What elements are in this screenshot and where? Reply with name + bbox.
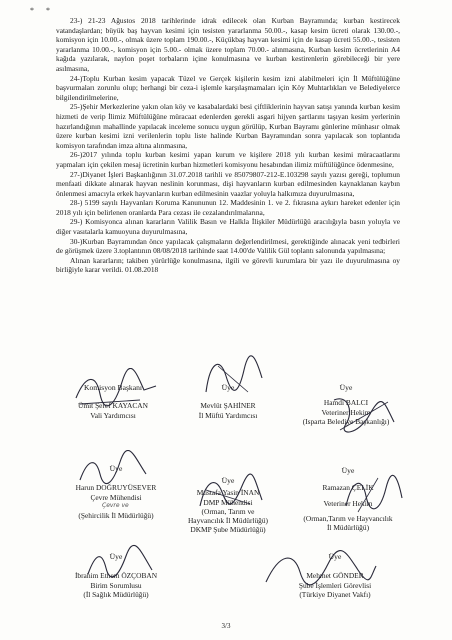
- signature-dmp: [172, 476, 284, 535]
- signatory-org: (Şehircilik İl Müdürlüğü): [78, 510, 154, 520]
- signatory-title: Şube İşlemleri Görevlisi: [298, 580, 372, 590]
- signatory-name: Ümit Şeref KAYACAN: [78, 401, 148, 411]
- signature-role: Üye: [221, 383, 235, 392]
- signatory-name: Hamdi BALCI: [323, 398, 369, 408]
- signatory-org: (Isparta Belediye Başkanlığı): [302, 416, 390, 426]
- signatory-name: Ramazan ÇELİK: [322, 483, 374, 493]
- signatory-name: İbrahim Ethem ÖZÇOBAN: [74, 571, 158, 581]
- signatory-title: Birim Sorumlusu: [90, 580, 142, 590]
- page-number: 3/3: [221, 622, 231, 630]
- signatory-title: Veteriner Hekim: [321, 407, 371, 417]
- margin-mark: *: [46, 6, 50, 15]
- signature-environment: [58, 464, 174, 520]
- margin-mark: *: [30, 6, 34, 15]
- signatory-title: DMP Mühendisi: [203, 497, 253, 507]
- signatory-org: Hayvancılık İl Müdürlüğü): [187, 516, 269, 526]
- signature-role: Üye: [328, 552, 342, 561]
- signature-role: Üye: [341, 466, 355, 475]
- item-23: 23-) 21-23 Ağustos 2018 tarihlerinde idrak edilecek olan Kurban Bayramında; kurban kestirecek vatandaşlardan; büyük baş hayvan kesimi için tesisten yararlanma 50.00.-, kasap kesim ücreti olarak 130.00.-, komisyon için 10.00.-, olmak üzere toplam 190.00.-, Küçükbaş hayvan kesimi için de kasap ücreti 55.00.-, tesisten yararlanma 10.00.-, komisyon için 5.00.- olmak üzere toplam 70.00.- alınmasına, Kurban kesim ücretlerinin A4 kağıda yazılarak, naylon poşet torbaların içine konulmasına ve kurban kestirenlerin görebileceği bir yere asılmasına,: [56, 16, 400, 73]
- item-27: 27-)Diyanet İşleri Başkanlığının 31.07.2018 tarihli ve 85079807-212-E.103298 sayılı yazısı gereği, toplumun menfaati dikkate alınarak hayvan neslinin korunması, dişi hayvanların kurban edilmesinden kaynaklanan kaybın önlenmesi amacıyla erkek hayvanların kurban edilmesinin vaazlar yoluyla halkımıza duyurulmasına,: [56, 169, 400, 198]
- signatory-org: (Türkiye Diyanet Vakfı): [299, 589, 371, 599]
- signatory-org: DKMP Şube Müdürlüğü): [190, 525, 266, 535]
- item-28: 28-) 5199 sayılı Hayvanları Koruma Kanununun 12. Maddesinin 1. ve 2. fıkrasına aykırı hareket edenler için 2018 yılı için belirlenen oranlarda Para cezası ile cezalandırılmalarına,: [56, 198, 400, 217]
- signature-role: Üye: [339, 383, 353, 392]
- item-25: 25-)Şehir Merkezlerine yakın olan köy ve kasabalardaki besi çiftliklerinin hayvan satışı yanında kurban kesim hizmeti de verip İlimiz Müftülüğüne müracaat edenlerden gerekli asgari hijyen şartlarını taşıyan kesim yerlerinin hazırlandığının mahallinde yapılacak inceleme sonucu uygun görülüp, Kurban Bayramı günlerine münhasır olmak üzere kurban kesimi izni verilenlerin toplu liste halinde Kurban Bayramından sonra yapılacak son toplantıda komisyon tarafından imza altına alınmasına,: [56, 102, 400, 150]
- signature-role: Komisyon Başkanı: [83, 383, 142, 392]
- signature-role: Üye: [109, 464, 123, 473]
- item-26: 26-)2017 yılında toplu kurban kesimi yapan kurum ve kişilere 2018 yılı kurban kesimi müracaatlarını yapmaları için çekilen mesaj ücretinin kurban hizmetleri komisyonu hesabından ilimiz müftülüğünce ödenmesine,: [56, 150, 400, 169]
- signature-vet-forestry: [292, 466, 404, 532]
- signature-tdv: [276, 552, 394, 599]
- signatory-name: Harun DOĞRUYÜSEVER: [75, 483, 157, 493]
- signature-health: [58, 552, 174, 599]
- signature-role: Üye: [221, 476, 235, 485]
- signatory-org: (Orman,Tarım ve Hayvancılık: [303, 513, 393, 523]
- handwritten-note: Çevre ve: [102, 502, 129, 509]
- signatory-title: Veteriner Hekim: [323, 498, 373, 508]
- signature-mufti: [178, 383, 278, 420]
- item-24: 24-)Toplu Kurban kesim yapacak Tüzel ve Gerçek kişilerin kesim izni alabilmeleri için İl Müftülüğüne başvurmaları zorunlu olup; herhangi bir ceza-i işlemle karşılaşmamaları için Köy Muhtarlıkları ve Belediyelerce bilgilendirilmelerine,: [56, 73, 400, 102]
- item-30: 30-)Kurban Bayramından önce yapılacak çalışmaların değerlendirilmesi, gerektiğinde alınacak yeni tedbirleri de görüşmek üzere 3.toplantının 08/08/2018 tarihinde saat 14.00'de Valilik Gül toplantı salonunda yapılmasına;: [56, 236, 400, 256]
- signatory-name: Mevlüt ŞAHİNER: [200, 401, 256, 411]
- signatory-title: Çevre Mühendisi: [90, 492, 142, 502]
- signature-vet-municipal: [294, 383, 398, 426]
- signatory-org: (Orman, Tarım ve: [201, 506, 255, 516]
- signatory-org: (İl Sağlık Müdürlüğü): [83, 589, 149, 599]
- signatory-org: İl Müdürlüğü): [326, 523, 370, 533]
- signatory-title: Vali Yardımcısı: [90, 410, 136, 420]
- decision-text: [56, 16, 400, 275]
- signatory-title: İl Müftü Yardımcısı: [198, 410, 258, 420]
- signatory-name: Mustafa Yasin İNAN: [196, 488, 260, 498]
- signature-chair: [58, 383, 168, 420]
- signature-role: Üye: [109, 552, 123, 561]
- closing-statement: Alınan kararların; takiben yürürlüğe konulmasına, ilgili ve görevli kurumlara bir yazı ile duyurulmasına oy birliğiyle karar verildi. 01.08.2018: [56, 255, 400, 275]
- item-29: 29-) Komisyonca alınan kararların Valilik Basın ve Halkla İlişkiler Müdürlüğü aracılığıyla basın yoluyla ve diğer vasıtalarla kamuoyuna duyurulmasına,: [56, 217, 400, 237]
- signatory-name: Mehmet GÖNDER: [306, 571, 364, 581]
